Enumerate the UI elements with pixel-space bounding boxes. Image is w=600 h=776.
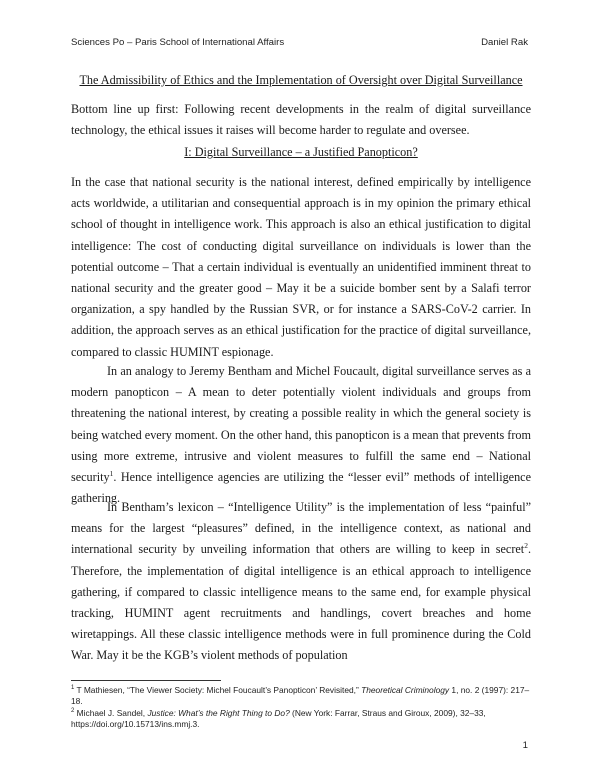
bluf-paragraph: Bottom line up first: Following recent developments in the realm of digital surveillance technology, the ethical issues it raises will become harder to regulate and oversee. xyxy=(71,102,531,138)
footnote-2 xyxy=(71,708,531,731)
body-paragraph-1: In the case that national security is the national interest, defined empirically by intelligence acts worldwide, a utilitarian and consequential approach is in my opinion the primary ethical school of thought in intelligence work. This approach is also an ethical justification to digital intelligence: The cost of conducting digital surveillance on individuals is lower than the potential outcome – That a certain individual is eventually an unidentified imminent threat to national security and the greater good – May it be a suicide bomber sent by a Salafi terror organization, a spy handled by the Russian SVR, or for instance a SARS-CoV-2 carrier. In addition, the approach serves as an ethical justification for the practice of digital surveillance, compared to classic HUMINT espionage. xyxy=(71,175,531,359)
body-paragraph-3 xyxy=(71,497,531,667)
footnote-text: Michael J. Sandel, xyxy=(76,707,148,718)
footnote-number: 2 xyxy=(71,707,75,714)
paragraph-3-text: In Bentham’s lexicon – “Intelligence Utility” is the implementation of less “painful” means for the largest “pleasures” defined, in the intelligence context, as national and international security by unveiling information that others are willing to keep in secret xyxy=(71,500,531,557)
body-paragraph-2 xyxy=(71,361,531,509)
footnote-ref-1[interactable]: 1 xyxy=(109,468,114,478)
footnote-journal: Theoretical Criminology xyxy=(361,685,450,695)
footnotes xyxy=(71,685,531,730)
footnote-text-cont: 1, no. 2 (1997): 217–18. xyxy=(71,685,530,707)
footnote-number: 1 xyxy=(71,685,75,692)
page-number: 1 xyxy=(522,740,528,751)
section-heading: I: Digital Surveillance – a Justified Panopticon? xyxy=(184,145,418,159)
paragraph-3-text-cont: . Therefore, the implementation of digital intelligence is an ethical approach to intelligence gathering, if compared to classic intelligence means to the same end, for example physical tracking, HUMINT agent recruitments and handlings, covert breaches and home wiretappings. All these classic intelligence methods were in full prominence during the Cold War. May it be the KGB’s violent methods of population xyxy=(71,542,531,663)
paper-title: The Admissibility of Ethics and the Implementation of Oversight over Digital Surveillance xyxy=(79,73,523,87)
footnote-text-cont: (New York: Farrar, Straus and Giroux, 2009), 32–33, https://doi.org/10.15713/ins.mmj.3. xyxy=(71,707,486,729)
running-header-institution: Sciences Po – Paris School of International Affairs xyxy=(71,37,285,48)
footnote-text: T Mathiesen, “The Viewer Society: Michel Foucault’s Panopticon’ Revisited,” xyxy=(76,685,362,695)
paragraph-2-text-cont: . Hence intelligence agencies are utilizing the “lesser evil” methods of intelligence gathering. xyxy=(71,470,531,506)
footnote-1 xyxy=(71,685,531,708)
footnote-separator xyxy=(71,680,221,681)
paragraph-2-text: In an analogy to Jeremy Bentham and Michel Foucault, digital surveillance serves as a modern panopticon – A mean to deter potentially violent individuals and groups from threatening the national interest, by creating a possible reality in which the general society is being watched every moment. On the other hand, this panopticon is a mean that prevents from using more extreme, intrusive and violent measures to fulfill the same end – National security xyxy=(71,364,531,485)
running-header-author: Daniel Rak xyxy=(481,37,528,48)
footnote-book-title: Justice: What’s the Right Thing to Do? xyxy=(147,707,290,718)
footnote-ref-2[interactable]: 2 xyxy=(524,541,528,551)
